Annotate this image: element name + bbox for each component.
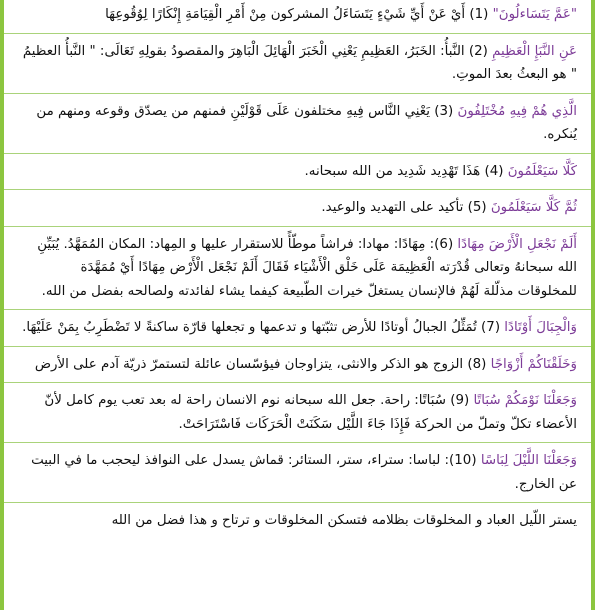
separator-line <box>4 153 591 154</box>
explanation-text: (2) النَّبأُ: الخَبَرُ، العَظِيمِ يَعْنِي الْخَبَرَ الْهَائِلَ الْبَاهِرَ والمقصودُ بقولِهِ تَعَالَى: " النَّبأُ العظيمُ " هو البعثُ بعدَ الموتِ. <box>22 43 577 82</box>
explanation-text: (4) هَذَا تَهْدِيد شَدِيد من الله سبحانه. <box>304 163 508 179</box>
separator-line <box>4 226 591 227</box>
explanation-text: (3) يَعْنِي النَّاس فِيهِ مختلفون عَلَى قَوْلَيْنِ فمنهم من يصدّق وقوعه ومنهم من يُنكره. <box>36 103 577 142</box>
explanation-text: (7) تُمَثِّلُ الجبالُ أوتادًا للأرض تثبّتها و تدعمها و تجعلها قارّة ساكنةً لا تَضْطَرِبُ بِمَنْ عَلَيْهَا. <box>22 320 505 335</box>
tafsir-paragraph <box>18 100 577 153</box>
separator-line <box>4 502 591 503</box>
explanation-text: (8) الزوج هو الذكر والانثى، يتزاوجان فيؤسّسان عائلة لتستمرّ ذريّة آدم على الأرض <box>34 356 491 372</box>
separator-line <box>4 309 591 310</box>
verse-text: عَنِ النَّبَإِ الْعَظِيمِ <box>492 43 577 59</box>
explanation-text: (10): لباسا: ستراء، ستر، الستائر: قماش يسدل على النوافذ ليحجب ما في البيت عن الخارج. <box>31 453 577 492</box>
tafsir-content <box>4 0 591 539</box>
separator-line <box>4 442 591 443</box>
explanation-text: (6): مِهَادًا: مهادا: فراشاً موطّأً للاستقرار عليها و المِهاد: المكان المُمَهَّدُ. يُبَيِّنِ الله سبحانهُ وتعالى قُدْرَته الْعَظِيمَة عَلَى خَلْق الْأَشْيَاء فَقَالَ أَلَمْ نَجْعَل الْأَرْض مِهَادًا أَيْ مُمَهَّدَة للمخلوقات مذلّلة لَهُمْ فالإنسان يستغلّ خيرات الطّبيعة كيفما يشاء لفائدته ولصالحه بفضل من الله. <box>37 236 577 299</box>
explanation-text: (1) أَيْ عَنْ أَيِّ شَيْءٍ يَتَسَاءَلُ المشركون مِنْ أَمْرِ الْقِيَامَةِ إِنْكَارًا لِوُقُوعِهَا <box>105 7 493 22</box>
verse-text: ثُمَّ كَلَّا سَيَعْلَمُونَ <box>490 200 577 215</box>
separator-line <box>4 33 591 34</box>
tafsir-paragraph <box>18 40 577 93</box>
verse-text: "عَمَّ يَتَسَاءلُونَ" <box>492 7 577 22</box>
verse-text: الَّذِي هُمْ فِيهِ مُخْتَلِفُونَ <box>457 103 577 119</box>
tafsir-paragraph <box>18 196 577 226</box>
tafsir-paragraph <box>18 316 577 346</box>
verse-text: وَجَعَلْنَا نَوْمَكُمْ سُبَاتًا <box>473 393 577 408</box>
explanation-text: (9) سُبَاتًا: راحة. جعل الله سبحانه نوم الانسان راحة له بعد تعب يوم كامل لأنّ الأعضاء تكلّ وتملّ من الحركة فَإِذَا جَاءَ اللَّيْل سَكَنَتْ الْحَرَكَات فَاسْتَرَاحَتْ. <box>44 393 577 432</box>
separator-line <box>4 346 591 347</box>
separator-line <box>4 382 591 383</box>
tafsir-paragraph <box>18 160 577 190</box>
separator-line <box>4 189 591 190</box>
verse-text: وَجَعَلْنَا اللَّيْلَ لِبَاسًا <box>480 453 577 468</box>
tafsir-paragraph <box>18 449 577 502</box>
verse-text: كَلَّا سَيَعْلَمُونَ <box>507 163 577 179</box>
tafsir-paragraph <box>18 509 577 539</box>
verse-text: وَالْجِبَالَ أَوْتَادًا <box>504 320 577 335</box>
tafsir-paragraph <box>18 3 577 33</box>
verse-text: أَلَمْ نَجْعَلِ الْأَرْضَ مِهَادًا <box>457 236 577 252</box>
verse-text: وَخَلَقْنَاكُمْ أَزْوَاجًا <box>490 356 577 372</box>
tafsir-paragraph <box>18 233 577 310</box>
tafsir-paragraph <box>18 353 577 383</box>
explanation-text: يستر اللّيل العباد و المخلوقات بظلامه فتسكن المخلوقات و ترتاح و هذا فضل من الله <box>111 513 577 528</box>
separator-line <box>4 93 591 94</box>
explanation-text: (5) تأكيد على التهديد والوعيد. <box>321 200 491 215</box>
tafsir-paragraph <box>18 389 577 442</box>
